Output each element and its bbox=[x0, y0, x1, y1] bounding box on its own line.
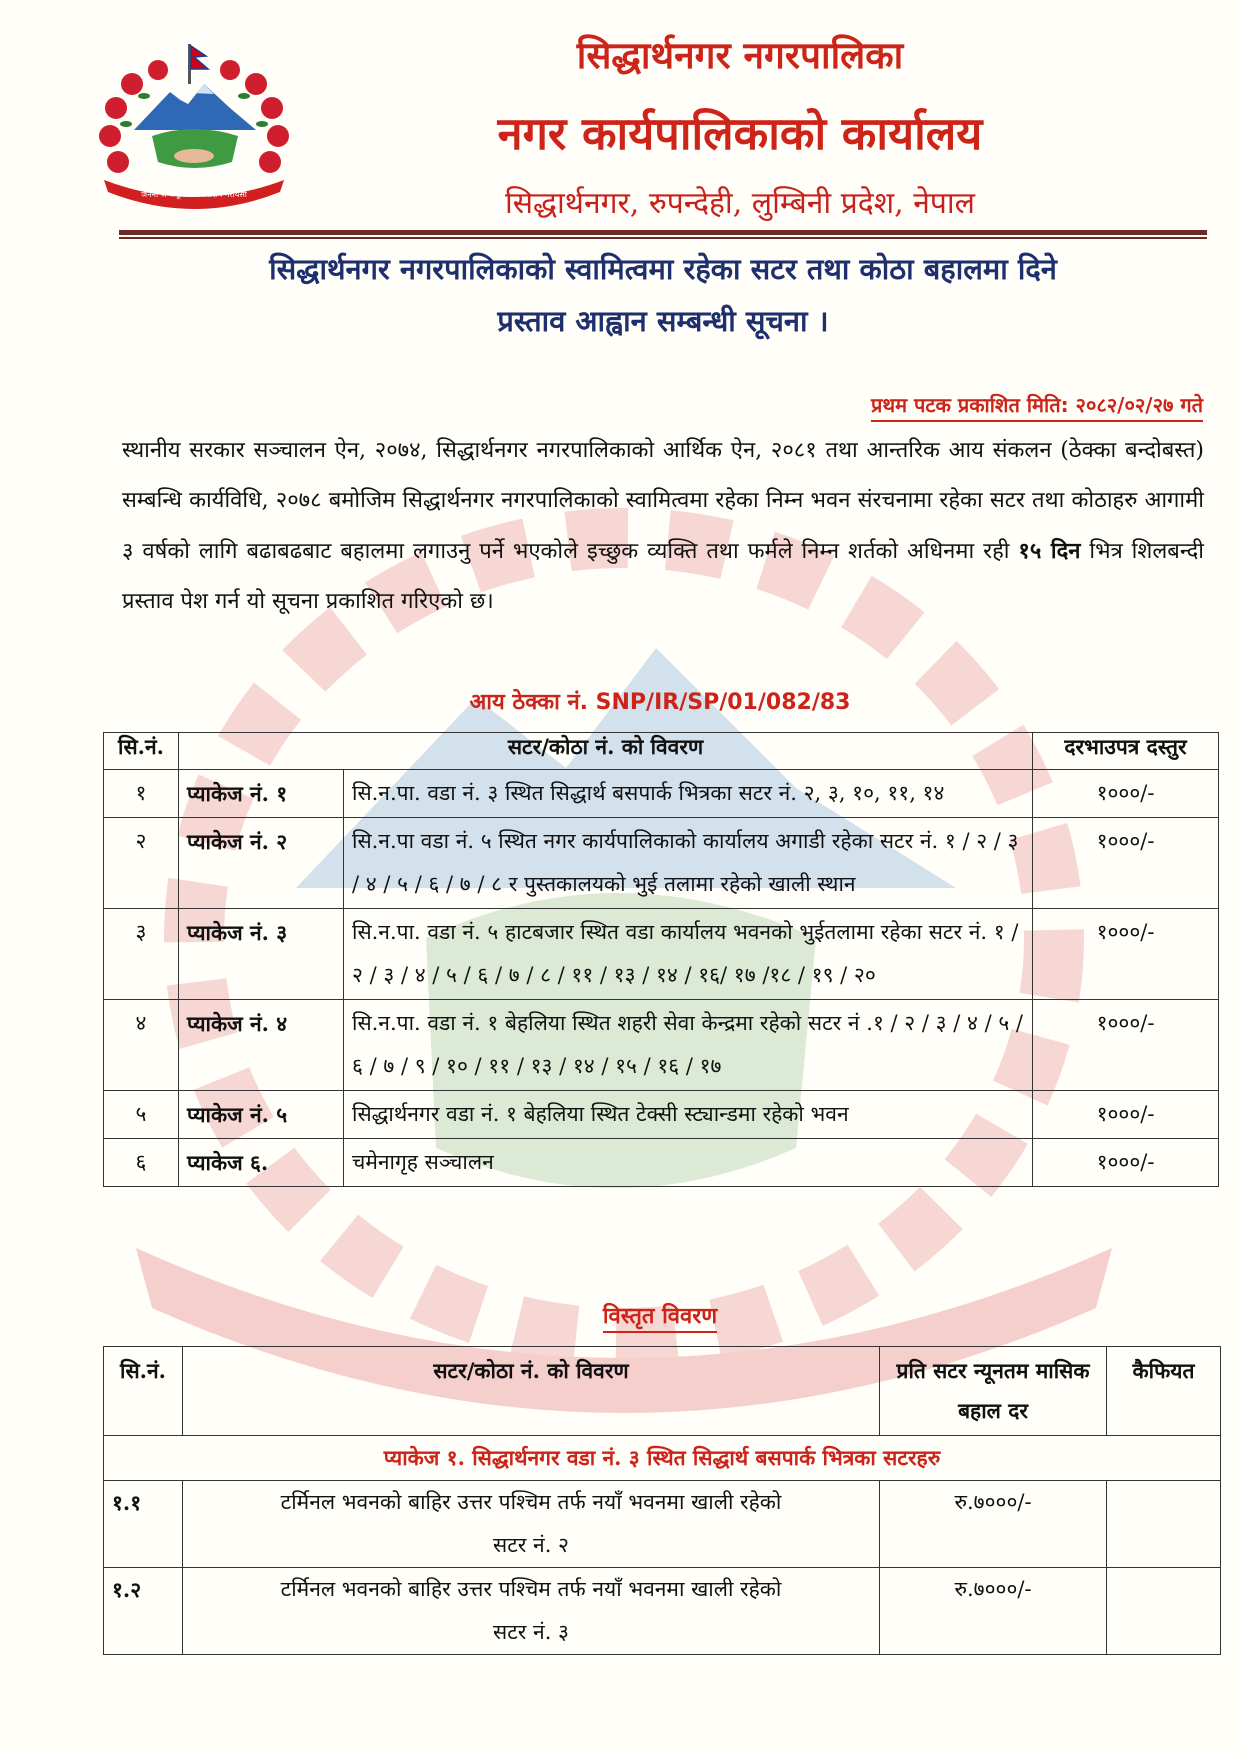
details-heading bbox=[102, 1300, 1218, 1330]
row-package: प्याकेज नं. १ bbox=[179, 770, 344, 818]
col-header-fee: दरभाउपत्र दस्तुर bbox=[1033, 733, 1219, 770]
row-description: सि.न.पा वडा नं. ५ स्थित नगर कार्यपालिकाको कार्यालय अगाडी रहेका सटर नं. १ / २ / ३ / ४ / ५ / ६ / ७ / ८ र पुस्तकालयको भुई तलामा रहेको खाली स्थान bbox=[344, 818, 1033, 909]
row-sn: १ bbox=[104, 770, 179, 818]
contract-number: आय ठेक्का नं. SNP/IR/SP/01/082/83 bbox=[469, 690, 851, 715]
table-row bbox=[104, 1139, 1219, 1187]
table-row bbox=[104, 1000, 1219, 1091]
notice-body bbox=[122, 426, 1204, 627]
row-description: सि.न.पा. वडा नं. १ बेहलिया स्थित शहरी सेवा केन्द्रमा रहेको सटर नं .१ / २ / ३ / ४ / ५ / ६ / ७ / ९ / १० / ११ / १३ / १४ / १५ / १६ / १७ bbox=[344, 1000, 1033, 1091]
row-package: प्याकेज नं. ५ bbox=[179, 1091, 344, 1139]
row-description: सिद्धार्थनगर वडा नं. १ बेहलिया स्थित टेक्सी स्ट्यान्डमा रहेको भवन bbox=[344, 1091, 1033, 1139]
row-package: प्याकेज ६. bbox=[179, 1139, 344, 1187]
row-sn: ४ bbox=[104, 1000, 179, 1091]
notice-title-line1: सिद्धार्थनगर नगरपालिकाको स्वामित्वमा रहेका सटर तथा कोठा बहालमा दिने bbox=[269, 252, 1057, 286]
row-sn: ५ bbox=[104, 1091, 179, 1139]
notice-body-part2: भित्र शिलबन्दी प्रस्ताव पेश गर्न यो सूचना प्रकाशित गरिएको छ। bbox=[122, 539, 1204, 614]
table-row bbox=[104, 1481, 1221, 1568]
notice-title-line2: प्रस्ताव आह्वान सम्बन्धी सूचना । bbox=[497, 304, 829, 338]
row-package: प्याकेज नं. २ bbox=[179, 818, 344, 909]
row-description: सि.न.पा. वडा नं. ५ हाटबजार स्थित वडा कार्यालय भवनको भुईतलामा रहेका सटर नं. १ / २ / ३ / ४ / ५ / ६ / ७ / ८ / ११ / १३ / १४ / १६/ १७ /१८ / १९ / २० bbox=[344, 909, 1033, 1000]
row-fee: १०००/- bbox=[1033, 1139, 1219, 1187]
col-header-sn: सि.नं. bbox=[104, 1347, 183, 1436]
nepal-emblem-logo bbox=[92, 44, 297, 214]
row-description-line2: सटर नं. २ bbox=[493, 1533, 569, 1557]
row-description-line1: टर्मिनल भवनको बाहिर उत्तर पश्चिम तर्फ नयाँ भवनमा खाली रहेको bbox=[280, 1577, 782, 1601]
header-divider-thin bbox=[119, 237, 1207, 239]
col-header-remarks: कैफियत bbox=[1107, 1347, 1221, 1436]
table-row bbox=[104, 1091, 1219, 1139]
row-description bbox=[183, 1481, 880, 1568]
row-description bbox=[183, 1568, 880, 1655]
row-fee: १०००/- bbox=[1033, 818, 1219, 909]
packages-header-row bbox=[104, 733, 1219, 770]
row-sn: १.१ bbox=[104, 1481, 183, 1568]
row-remarks bbox=[1107, 1568, 1221, 1655]
row-description: सि.न.पा. वडा नं. ३ स्थित सिद्धार्थ बसपार्क भित्रका सटर नं. २, ३, १०, ११, १४ bbox=[344, 770, 1033, 818]
row-description-line1: टर्मिनल भवनको बाहिर उत्तर पश्चिम तर्फ नयाँ भवनमा खाली रहेको bbox=[280, 1490, 782, 1514]
package-group-title: प्याकेज १. सिद्धार्थनगर वडा नं. ३ स्थित सिद्धार्थ बसपार्क भित्रका सटरहरु bbox=[104, 1436, 1221, 1481]
row-sn: ६ bbox=[104, 1139, 179, 1187]
row-remarks bbox=[1107, 1481, 1221, 1568]
row-sn: ३ bbox=[104, 909, 179, 1000]
publish-date: प्रथम पटक प्रकाशित मिति: २०८२/०२/२७ गते bbox=[871, 391, 1203, 422]
col-header-description: सटर/कोठा नं. को विवरण bbox=[183, 1347, 880, 1436]
notice-body-deadline: १५ दिन bbox=[1018, 538, 1081, 564]
row-fee: १०००/- bbox=[1033, 909, 1219, 1000]
row-fee: १०००/- bbox=[1033, 1091, 1219, 1139]
details-table bbox=[103, 1346, 1221, 1655]
notice-body-part1: स्थानीय सरकार सञ्चालन ऐन, २०७४, सिद्धार्थनगर नगरपालिकाको आर्थिक ऐन, २०८१ तथा आन्तरिक आय संकलन (ठेक्का बन्दोबस्त) सम्बन्धि कार्यविधि, २०७८ बमोजिम सिद्धार्थनगर नगरपालिकाको स्वामित्वमा रहेका निम्न भवन संरचनामा रहेका सटर तथा कोठाहरु आगामी ३ वर्षको लागि बढाबढबाट बहालमा लगाउनु पर्ने भएकोले इच्छुक व्यक्ति तथा फर्मले निम्न शर्तको अधिनमा रही bbox=[122, 438, 1204, 564]
row-fee: १०००/- bbox=[1033, 770, 1219, 818]
packages-table bbox=[103, 732, 1219, 1187]
table-row bbox=[104, 818, 1219, 909]
details-heading-text: विस्तृत विवरण bbox=[603, 1304, 717, 1333]
col-header-min-rent: प्रति सटर न्यूनतम मासिक बहाल दर bbox=[880, 1347, 1107, 1436]
notice-title bbox=[120, 243, 1206, 347]
table-row bbox=[104, 1568, 1221, 1655]
row-rate: रु.७०००/- bbox=[880, 1481, 1107, 1568]
table-row bbox=[104, 909, 1219, 1000]
details-header-row bbox=[104, 1347, 1221, 1436]
header-divider bbox=[119, 230, 1207, 235]
row-fee: १०००/- bbox=[1033, 1000, 1219, 1091]
office-address: सिद्धार्थनगर, रुपन्देही, लुम्बिनी प्रदेश, नेपाल bbox=[504, 186, 975, 221]
row-description: चमेनागृह सञ्चालन bbox=[344, 1139, 1033, 1187]
row-package: प्याकेज नं. ३ bbox=[179, 909, 344, 1000]
package-group-row bbox=[104, 1436, 1221, 1481]
emblem-motto: जननी जन्मभूमिश्च स्वर्गादपि गरीयसी bbox=[141, 190, 247, 199]
table-row bbox=[104, 770, 1219, 818]
col-header-description: सटर/कोठा नं. को विवरण bbox=[179, 733, 1033, 770]
row-description-line2: सटर नं. ३ bbox=[493, 1620, 569, 1644]
row-rate: रु.७०००/- bbox=[880, 1568, 1107, 1655]
row-sn: १.२ bbox=[104, 1568, 183, 1655]
row-package: प्याकेज नं. ४ bbox=[179, 1000, 344, 1091]
municipality-name: सिद्धार्थनगर नगरपालिका bbox=[576, 33, 904, 77]
office-name: नगर कार्यपालिकाको कार्यालय bbox=[497, 107, 983, 160]
col-header-sn: सि.नं. bbox=[104, 733, 179, 770]
row-sn: २ bbox=[104, 818, 179, 909]
